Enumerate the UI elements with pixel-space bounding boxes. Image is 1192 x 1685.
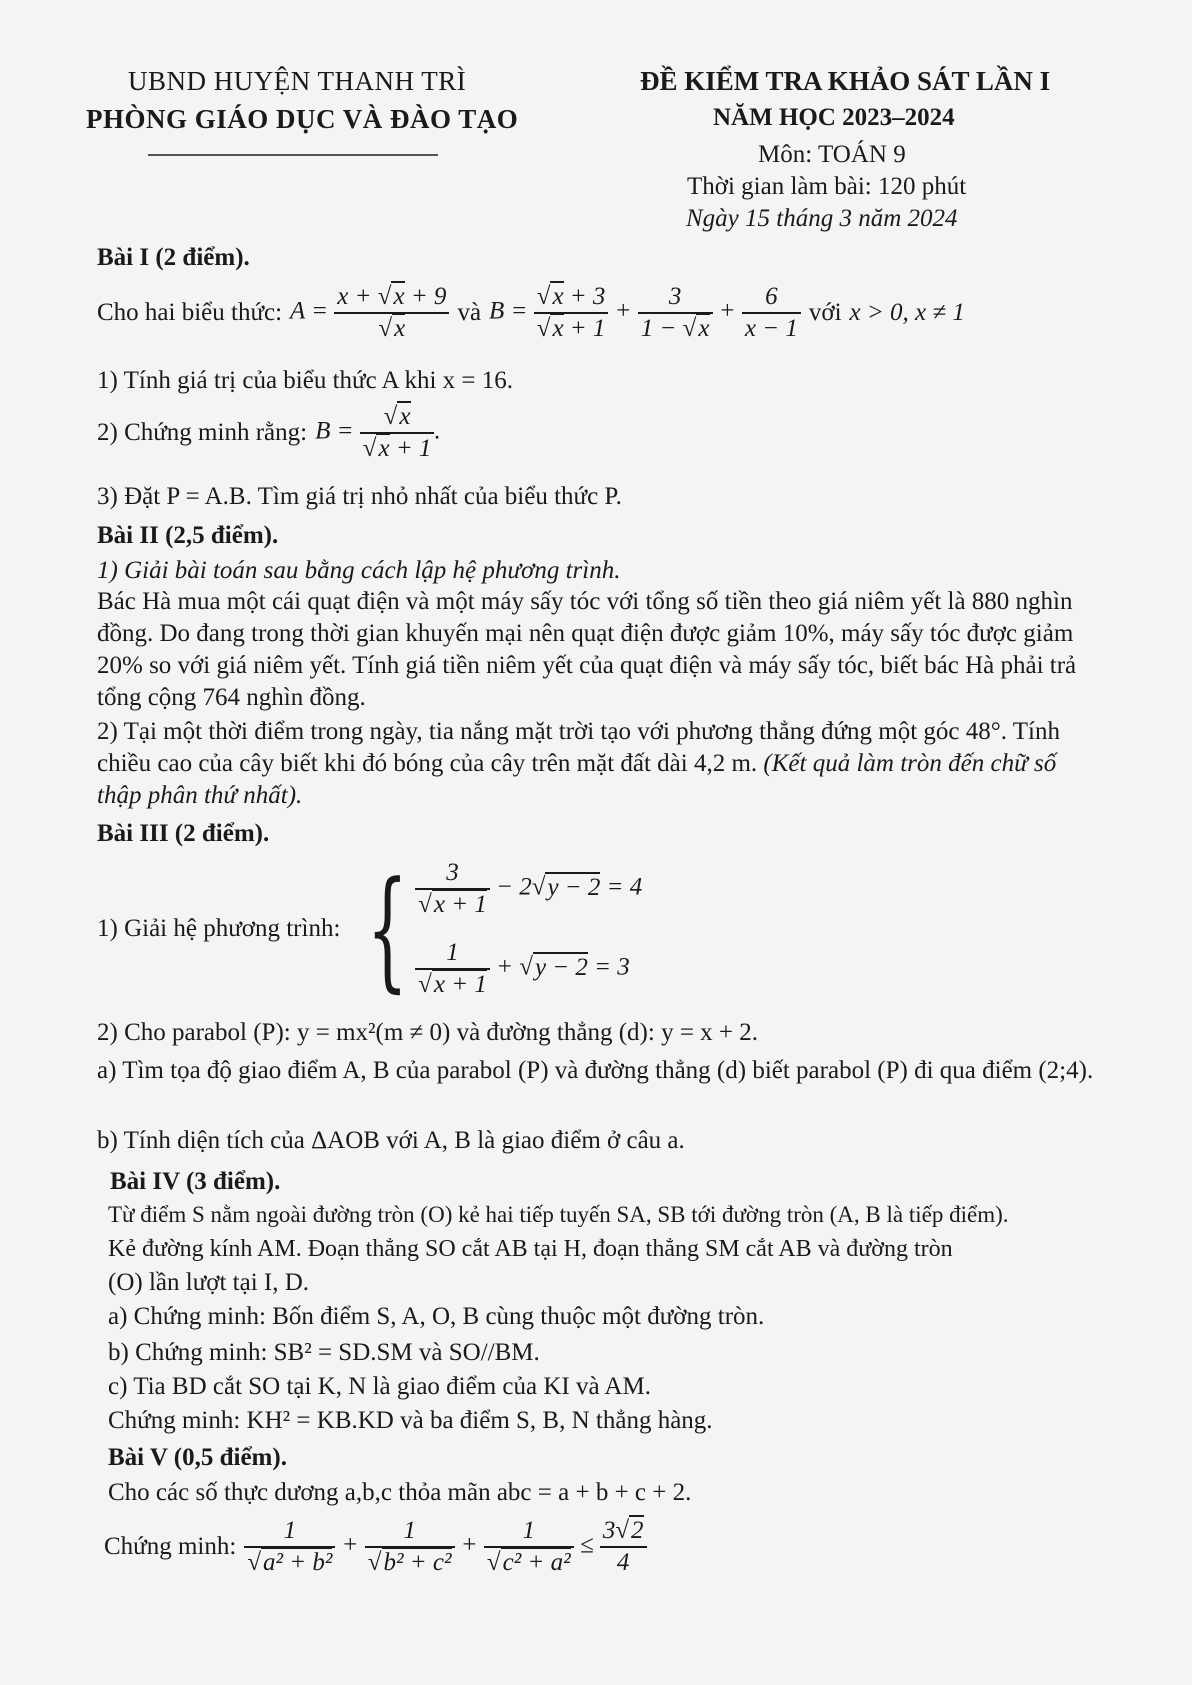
inequality-expression: $\frac{1}{\text{√a² + b²}}$ + $\frac{1}{\text{√b² + c²}}$ + $\frac{1}{\text{√c² + a²}}$ ≤ $\frac{3√2}{4}$ bbox=[244, 1516, 646, 1578]
q2-prefix: 2) Chứng minh rằng: bbox=[97, 419, 308, 446]
district-name: UBND HUYỆN THANH TRÌ bbox=[128, 66, 467, 96]
section-1-q1: 1) Tính giá trị của biểu thức A khi x = 16. bbox=[97, 367, 514, 394]
section-5-title: Bài V (0,5 điểm). bbox=[108, 1444, 287, 1471]
section-2-p1-text: Bác Hà mua một cái quạt điện và một máy sấy tóc với tổng số tiền theo giá niêm yết là 880 nghìn đồng. Do đang trong thời gian khuyến mại nên quạt điện được giảm 10%, máy sấy tóc được giảm 20% so với giá niêm yết. Tính giá tiền niêm yết của quạt điện và máy sấy tóc, biết bác Hà phải trả tổng cộng 764 nghìn đồng. bbox=[97, 588, 1077, 711]
section-4-qc: c) Tia BD cắt SO tại K, N là giao điểm của KI và AM. bbox=[108, 1373, 651, 1400]
section-3-q1 bbox=[97, 853, 643, 1005]
section-1-q3: 3) Đặt P = A.B. Tìm giá trị nhỏ nhất của biểu thức P. bbox=[97, 483, 622, 510]
section-3-qa: a) Tìm tọa độ giao điểm A, B của parabol (P) và đường thẳng (d) biết parabol (P) đi qua điểm (2;4). bbox=[97, 1057, 1094, 1084]
section-1-title: Bài I (2 điểm). bbox=[97, 244, 250, 271]
section-2-title: Bài II (2,5 điểm). bbox=[97, 522, 279, 549]
equation-1: $\frac{3}{√x + 1}$ − 2√y − 2 = 4 bbox=[415, 858, 642, 920]
section-5-prove-prefix: Chứng minh: bbox=[104, 1533, 237, 1560]
section-3-qb: b) Tính diện tích của ΔAOB với A, B là giao điểm ở câu a. bbox=[97, 1127, 685, 1154]
subject: Môn: TOÁN 9 bbox=[758, 141, 906, 168]
section-4-qc2: Chứng minh: KH² = KB.KD và ba điểm S, B, N thẳng hàng. bbox=[108, 1407, 713, 1434]
section-5-inequality bbox=[104, 1516, 647, 1578]
department-name: PHÒNG GIÁO DỤC VÀ ĐÀO TẠO bbox=[86, 104, 519, 134]
section-1-q2 bbox=[97, 402, 441, 464]
section-4-qa: a) Chứng minh: Bốn điểm S, A, O, B cùng thuộc một đường tròn. bbox=[108, 1303, 765, 1330]
expression-a: A = $\frac{x + √x + 9}{√x}$ bbox=[290, 282, 449, 344]
school-year: NĂM HỌC 2023–2024 bbox=[713, 104, 955, 131]
section-4-title: Bài IV (3 điểm). bbox=[110, 1168, 281, 1195]
section-4-qb: b) Chứng minh: SB² = SD.SM và SO//BM. bbox=[108, 1339, 540, 1366]
expression-b-simplified: B = $\frac{√x}{√x + 1}$ . bbox=[315, 403, 441, 462]
section-4-text-2: Kẻ đường kính AM. Đoạn thẳng SO cắt AB tại H, đoạn thẳng SM cắt AB và đường tròn bbox=[108, 1236, 953, 1262]
equation-2: $\frac{1}{√x + 1}$ + √y − 2 = 3 bbox=[415, 938, 642, 1000]
section-4-text-3: (O) lần lượt tại I, D. bbox=[108, 1269, 310, 1296]
section-3-title: Bài III (2 điểm). bbox=[97, 820, 270, 847]
section-3-q2: 2) Cho parabol (P): y = mx²(m ≠ 0) và đường thẳng (d): y = x + 2. bbox=[97, 1019, 759, 1046]
section-5-text: Cho các số thực dương a,b,c thỏa mãn abc = a + b + c + 2. bbox=[108, 1479, 692, 1506]
section-2-p2-text: 2) Tại một thời điểm trong ngày, tia nắng mặt trời tạo với phương thẳng đứng một góc 48°. Tính chiều cao của cây biết khi đó bóng của cây trên mặt đất dài 4,2 m. bbox=[97, 718, 1061, 777]
system-brace: { bbox=[367, 853, 409, 1005]
expression-b: B = $\frac{√x + 3}{√x + 1}$ + $\frac{3}{1 - √x}$ + $\frac{6}{x - 1}$ bbox=[489, 282, 801, 344]
condition: x > 0, x ≠ 1 bbox=[849, 299, 965, 326]
exam-title: ĐỀ KIỂM TRA KHẢO SÁT LẦN I bbox=[640, 66, 1051, 96]
duration: Thời gian làm bài: 120 phút bbox=[687, 173, 967, 200]
exam-date: Ngày 15 tháng 3 năm 2024 bbox=[686, 205, 958, 232]
equation-system bbox=[415, 858, 642, 1000]
section-1-intro: Cho hai biểu thức: bbox=[97, 299, 283, 326]
condition-prefix: với bbox=[808, 299, 842, 326]
section-2-p2 bbox=[97, 716, 1097, 812]
section-1-expressions bbox=[97, 282, 965, 344]
header-divider bbox=[148, 154, 438, 156]
and-word: và bbox=[457, 299, 482, 326]
section-4-text-1: Từ điểm S nằm ngoài đường tròn (O) kẻ hai tiếp tuyến SA, SB tới đường tròn (A, B là tiếp điểm). bbox=[108, 1202, 1009, 1227]
section-2-p1-title: 1) Giải bài toán sau bằng cách lập hệ phương trình. bbox=[97, 557, 621, 584]
section-3-q1-prefix: 1) Giải hệ phương trình: bbox=[97, 915, 341, 942]
section-2-p2-note: (Kết quả làm tròn đến chữ số thập phân thứ nhất). bbox=[97, 750, 1057, 809]
